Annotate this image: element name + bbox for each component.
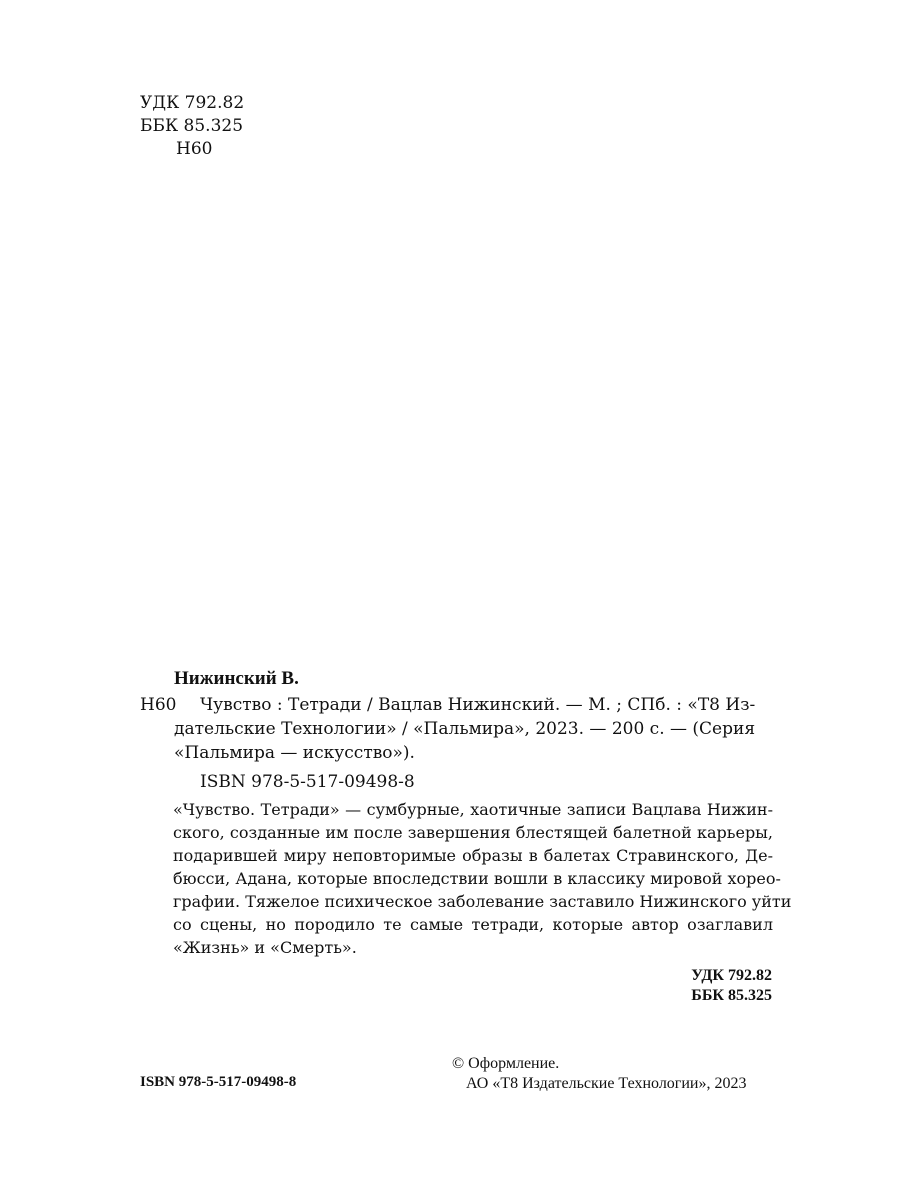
annotation-line: «Чувство. Тетради» — сумбурные, хаотичные записи Вацлава Нижин- — [173, 800, 773, 819]
bibliographic-entry — [140, 693, 774, 794]
annotation-line: ского, созданные им после завершения блестящей балетной карьеры, — [173, 823, 773, 842]
bbk-code: ББК 85.325 — [140, 116, 244, 136]
annotation-line: подарившей миру неповторимые образы в балетах Стравинского, Де- — [173, 846, 773, 865]
copyright-publisher: АО «Т8 Издательские Технологии», 2023 — [466, 1075, 747, 1092]
author-mark: Н60 — [176, 139, 213, 159]
isbn: ISBN 978-5-517-09498-8 — [140, 1074, 297, 1090]
annotation-line: графии. Тяжелое психическое заболевание заставило Нижинского уйти — [173, 892, 792, 911]
udk-code: УДК 792.82 — [691, 967, 772, 984]
top-classification-codes — [140, 92, 244, 161]
entry-line: дательские Технологии» / «Пальмира», 2023. — 200 с. — (Серия — [174, 719, 756, 739]
entry-author-mark: Н60 — [140, 695, 177, 715]
entry-line — [140, 693, 774, 717]
entry-isbn: ISBN 978-5-517-09498-8 — [200, 772, 415, 792]
annotation-line: бюсси, Адана, которые впоследствии вошли в классику мировой хорео- — [173, 869, 781, 888]
annotation — [173, 798, 792, 959]
copyright-line: © Оформление. — [452, 1055, 560, 1072]
udk-code: УДК 792.82 — [140, 93, 245, 113]
copyright-notice — [452, 1054, 747, 1094]
bottom-classification-codes — [691, 966, 772, 1006]
annotation-line: со сцены, но породило те самые тетради, которые автор озаглавил — [173, 915, 773, 934]
entry-line: «Пальмира — искусство»). — [174, 743, 415, 763]
bbk-code: ББК 85.325 — [691, 987, 772, 1004]
entry-line-text: Чувство : Тетради / Вацлав Нижинский. — М. ; СПб. : «Т8 Из- — [200, 695, 756, 715]
entry-author: Нижинский В. — [174, 668, 299, 689]
annotation-line: «Жизнь» и «Смерть». — [173, 938, 357, 957]
